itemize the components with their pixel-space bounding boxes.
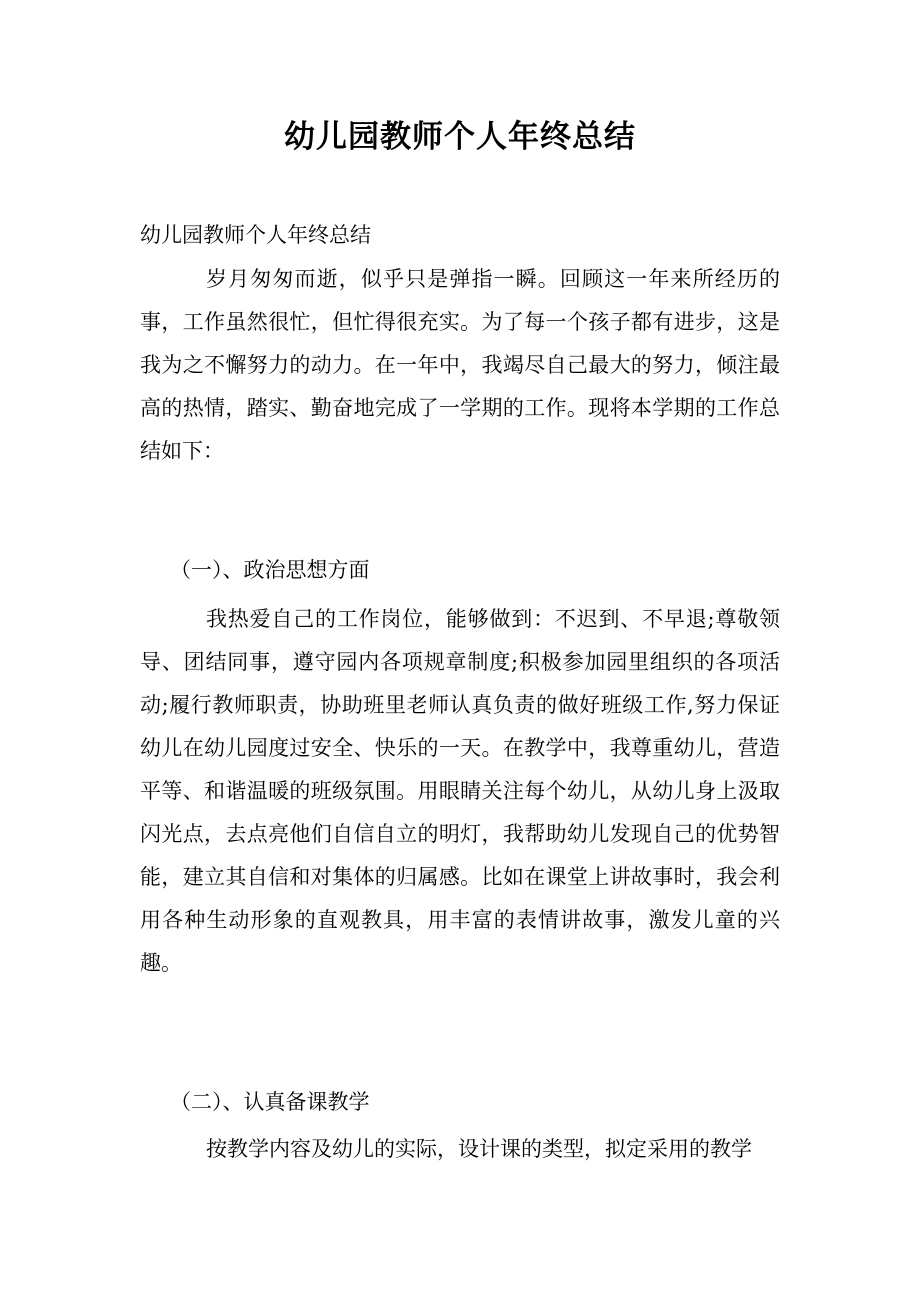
section-heading-political: （一）、政治思想方面 [170,558,370,582]
intro-paragraph: 岁月匆匆而逝，似乎只是弹指一瞬。回顾这一年来所经历的事，工作虽然很忙，但忙得很充实。为了每一个孩子都有进步，这是我为之不懈努力的动力。在一年中，我竭尽自己最大的努力，倾注最高的热情，踏实、勤奋地完成了一学期的工作。现将本学期的工作总结如下： [140,267,780,463]
section-heading-lesson-prep: （二）、认真备课教学 [170,1090,370,1114]
document-subtitle: 幼儿园教师个人年终总结 [140,223,371,247]
section-paragraph-political: 我热爱自己的工作岗位，能够做到：不迟到、不早退;尊敬领导、团结同事，遵守园内各项规章制度;积极参加园里组织的各项活动;履行教师职责，协助班里老师认真负责的做好班级工作,努力保证幼儿在幼儿园度过安全、快乐的一天。在教学中，我尊重幼儿，营造平等、和谐温暖的班级氛围。用眼睛关注每个幼儿，从幼儿身上汲取闪光点，去点亮他们自信自立的明灯，我帮助幼儿发现自己的优势智能，建立其自信和对集体的归属感。比如在课堂上讲故事时，我会利用各种生动形象的直观教具，用丰富的表情讲故事，激发儿童的兴趣。 [140,607,780,975]
document-title: 幼儿园教师个人年终总结 [284,119,636,155]
section-paragraph-lesson-prep: 按教学内容及幼儿的实际，设计课的类型，拟定采用的教学 [206,1137,752,1161]
